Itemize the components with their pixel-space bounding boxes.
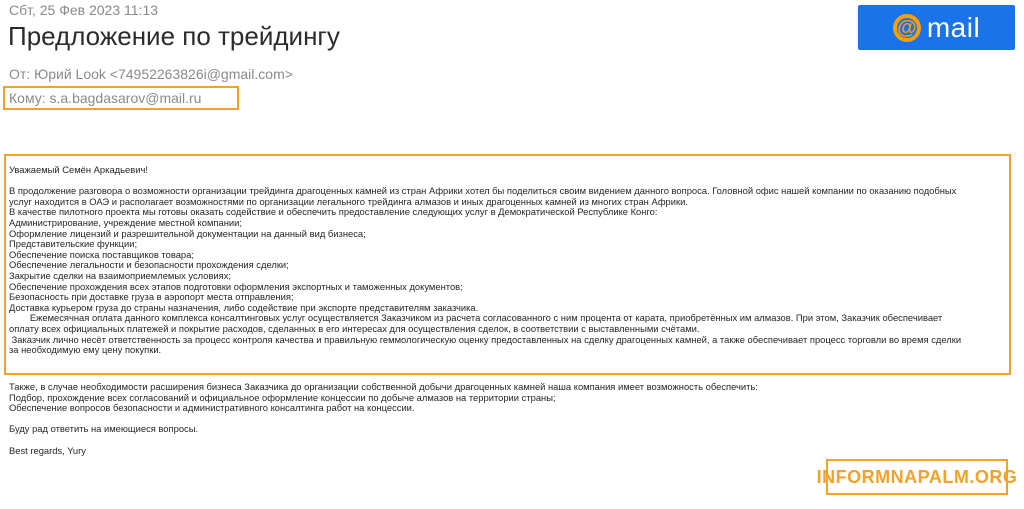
- letter-line: Оформление лицензий и разрешительной документации на данный вид бизнеса;: [9, 227, 366, 239]
- letter-line: услуг находится в ОАЭ и располагает возможностями по организации легального трейдинга алмазов и иных драгоценных камней из многих стран Африки.: [9, 195, 688, 207]
- letter-line: Обеспечение поиска поставщиков товара;: [9, 248, 194, 260]
- letter-line: Безопасность при доставке груза в аэропорт места отправления;: [9, 291, 294, 303]
- letter-line: за необходимую ему цену покупки.: [9, 344, 162, 356]
- at-sign-icon: @: [893, 14, 921, 42]
- email-from[interactable]: От: Юрий Look <74952263826i@gmail.com>: [9, 66, 293, 82]
- letter-line: Закрытие сделки на взаимоприемлемых условиях;: [9, 269, 232, 281]
- signature: Best regards, Yury: [9, 444, 86, 456]
- letter-tail: [9, 382, 1009, 456]
- blank-line: [9, 435, 1009, 446]
- letter-greeting: Уважаемый Семён Аркадьевич!: [9, 164, 148, 175]
- letter-line: Доставка курьером груза до страны назначения, либо содействие при экспорте представителям заказчика.: [9, 301, 479, 313]
- informnapalm-watermark: INFORMNAPALM.ORG: [826, 459, 1008, 495]
- letter-line: Ежемесячная оплата данного комплекса консалтинговых услуг осуществляется Заказчиком из расчета согласованного с ним процента от карата, приобретённых им алмазов. При этом, Заказчик обеспечивает: [9, 312, 943, 324]
- email-to[interactable]: Кому: s.a.bagdasarov@mail.ru: [9, 90, 202, 106]
- mail-logo-text: mail: [926, 11, 981, 43]
- letter-line: Представительские функции;: [9, 238, 138, 250]
- letter-body: [9, 165, 1009, 356]
- closing-question: Буду рад ответить на имеющиеся вопросы.: [9, 423, 199, 435]
- email-subject: Предложение по трейдингу: [8, 21, 340, 51]
- letter-line: В качестве пилотного проекта мы готовы оказать содействие и обеспечить предоставление следующих услуг в Демократической Республике Конго:: [9, 206, 658, 218]
- tail-line: Подбор, прохождение всех согласований и официальное оформление концессии по добыче алмазов на территории страны;: [9, 391, 556, 403]
- letter-line: оплату всех официальных платежей и покрытие расходов, сделанных в его интересах для осуществления сделок, в соответствии с выставленными счётами.: [9, 322, 700, 334]
- letter-line: Обеспечение прохождения всех этапов подготовки оформления экспортных и таможенных документов;: [9, 280, 463, 292]
- letter-line: В продолжение разговора о возможности организации трейдинга драгоценных камней из стран Африки хотел бы поделиться своим видением данного вопроса. Головной офис нашей компании по оказанию подобных: [9, 185, 957, 197]
- letter-line: Обеспечение легальности и безопасности прохождения сделки;: [9, 259, 289, 271]
- tail-line: Обеспечение вопросов безопасности и административного консалтинга работ на концессии.: [9, 402, 415, 414]
- letter-line: Заказчик лично несёт ответственность за процесс контроля качества и правильную геммологическую оценку предоставленных на сделку драгоценных камней, а также обеспечивает процесс торговли во время сделки: [9, 333, 962, 345]
- mail-ru-logo: [858, 5, 1015, 50]
- letter-line: Администрирование, учреждение местной компании;: [9, 216, 242, 228]
- email-date: Сбт, 25 Фев 2023 11:13: [9, 2, 159, 18]
- tail-line: Также, в случае необходимости расширения бизнеса Заказчика до организации собственной добычи драгоценных камней наша компания имеет возможность обеспечить:: [9, 381, 758, 392]
